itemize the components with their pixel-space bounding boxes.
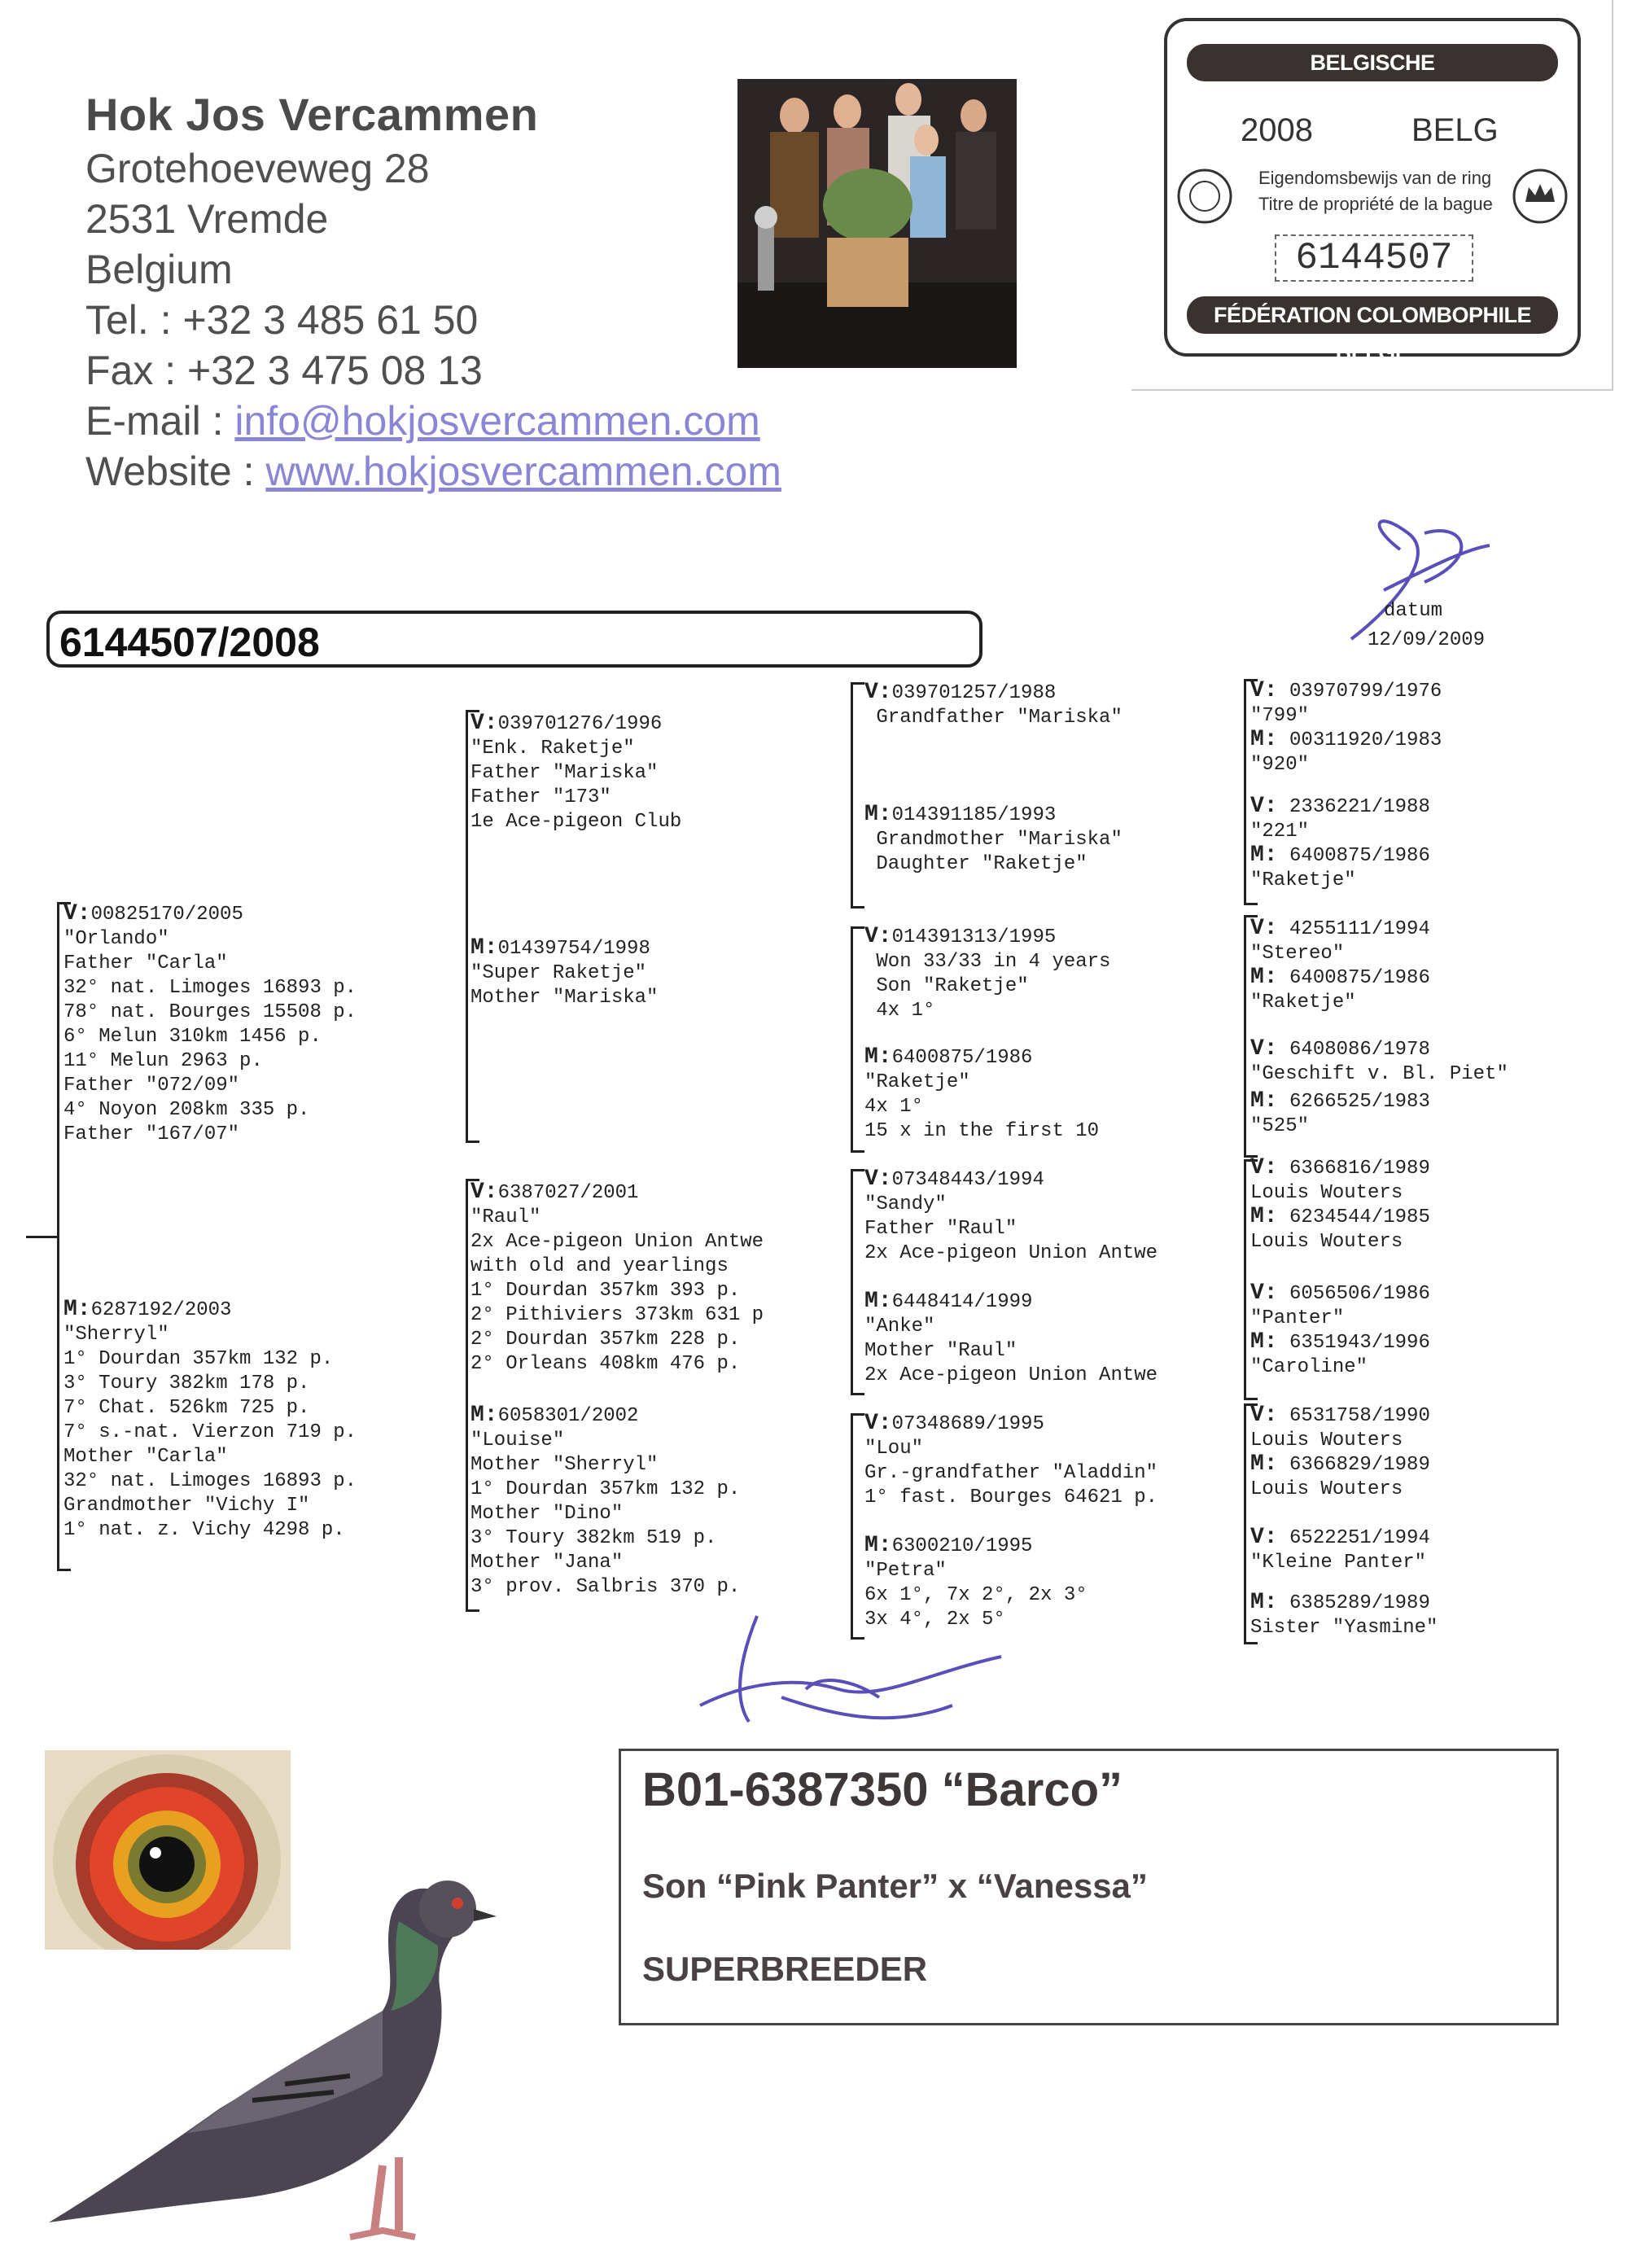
gen4-entry-10: M: 6234544/1985 Louis Wouters: [1250, 1204, 1430, 1253]
datum-label: datum: [1384, 600, 1443, 622]
address-country: Belgium: [85, 247, 233, 292]
email-label: E-mail :: [85, 398, 235, 444]
gen4-entry-14: M: 6366829/1989 Louis Wouters: [1250, 1451, 1430, 1500]
gen4-entry-12: M: 6351943/1996 "Caroline": [1250, 1329, 1430, 1378]
granddam-maternal-entry: M:6058301/2002 "Louise" Mother "Sherryl" 1° Dourdan 357km 132 p. Mother "Dino" 3° Toury 382km 519 p. Mother "Jana" 3° prov. Salbris 370 p.: [470, 1403, 741, 1598]
ring-line-fr: Titre de propriété de la bague: [1258, 194, 1493, 214]
gen4-entry-9: V: 6366816/1989 Louis Wouters: [1250, 1155, 1430, 1204]
gen4-entry-6: M: 6400875/1986 "Raketje": [1250, 965, 1430, 1014]
featured-subtitle: Son “Pink Panter” x “Vanessa”: [642, 1867, 1148, 1905]
gen4-entry-13: V: 6531758/1990 Louis Wouters: [1250, 1403, 1430, 1451]
ring-certificate: [1131, 0, 1613, 391]
gen3-entry-8: M:6300210/1995 "Petra" 6x 1°, 7x 2°, 2x 3° 3x 4°, 2x 5°: [864, 1533, 1088, 1631]
featured-tag: SUPERBREEDER: [642, 1950, 928, 1988]
ring-line-nl: Eigendomsbewijs van de ring: [1258, 168, 1492, 188]
fax-number: Fax : +32 3 475 08 13: [85, 348, 483, 393]
phone-number: Tel. : +32 3 485 61 50: [85, 297, 479, 343]
ring-certificate-frame: [1164, 18, 1581, 365]
pedigree-bracket-gen3-2: [851, 926, 864, 1153]
gen3-entry-4: M:6400875/1986 "Raketje" 4x 1° 15 x in the first 10: [864, 1044, 1100, 1142]
gen4-entry-5: V: 4255111/1994 "Stereo": [1250, 916, 1430, 965]
email-row: [85, 397, 760, 444]
team-photo: [737, 79, 1017, 368]
grandsire-paternal-entry: V:039701276/1996 "Enk. Raketje" Father "Mariska" Father "173" 1e Ace-pigeon Club: [470, 711, 682, 833]
website-label: Website :: [85, 449, 266, 494]
pedigree-bracket-gen3-3: [851, 1169, 864, 1395]
gen3-entry-3: V:014391313/1995 Won 33/33 in 4 years Son "Raketje" 4x 1°: [864, 924, 1111, 1022]
gen3-entry-6: M:6448414/1999 "Anke" Mother "Raul" 2x Ace-pigeon Union Antwe: [864, 1289, 1158, 1386]
owner-name: Hok Jos Vercammen: [85, 89, 539, 140]
gen3-entry-1: V:039701257/1988 Grandfather "Mariska": [864, 680, 1123, 729]
gen4-entry-11: V: 6056506/1986 "Panter": [1250, 1281, 1430, 1329]
website-link[interactable]: www.hokjosvercammen.com: [265, 449, 781, 494]
gen4-entry-7: V: 6408086/1978 "Geschift v. Bl. Piet": [1250, 1036, 1508, 1085]
ring-number: 6144507: [1275, 234, 1473, 282]
ring-country: BELG: [1411, 112, 1499, 148]
featured-pigeon-box: [619, 1749, 1559, 2025]
ring-year: 2008: [1241, 112, 1313, 148]
ring-bottom-banner: FÉDÉRATION COLOMBOPHILE BELGE: [1187, 296, 1558, 334]
gen3-entry-5: V:07348443/1994 "Sandy" Father "Raul" 2x Ace-pigeon Union Antwe: [864, 1167, 1158, 1264]
gen3-entry-7: V:07348689/1995 "Lou" Gr.-grandfather "Aladdin" 1° fast. Bourges 64621 p.: [864, 1411, 1158, 1508]
gen4-entry-4: M: 6400875/1986 "Raketje": [1250, 843, 1430, 891]
gen3-entry-2: M:014391185/1993 Grandmother "Mariska" Daughter "Raketje": [864, 802, 1123, 875]
gen4-entry-16: M: 6385289/1989 Sister "Yasmine": [1250, 1590, 1438, 1639]
sire-entry: V:00825170/2005 "Orlando" Father "Carla" 32° nat. Limoges 16893 p. 78° nat. Bourges 15508 p. 6° Melun 310km 1456 p. 11° Melun 2963 p. Father "072/09" 4° Noyon 208km 335 p. Father "167/07": [63, 901, 357, 1145]
gen4-entry-1: V: 03970799/1976 "799": [1250, 678, 1442, 727]
address-street: Grotehoeveweg 28: [85, 146, 430, 191]
website-row: [85, 448, 781, 495]
datum-date: 12/09/2009: [1368, 629, 1486, 651]
grandsire-maternal-entry: V:6387027/2001 "Raul" 2x Ace-pigeon Union Antwe with old and yearlings 1° Dourdan 357km 393 p. 2° Pithiviers 373km 631 p 2° Dourdan 357km 228 p. 2° Orleans 408km 476 p.: [470, 1180, 764, 1375]
ring-left-seal-icon: [1172, 160, 1237, 233]
dam-entry: M:6287192/2003 "Sherryl" 1° Dourdan 357km 132 p. 3° Toury 382km 178 p. 7° Chat. 526km 725 p. 7° s.-nat. Vierzon 719 p. Mother "Carla" 32° nat. Limoges 16893 p. Grandmother "Vichy I" 1° nat. z. Vichy 4298 p.: [63, 1297, 357, 1541]
pigeon-ring-title: 6144507/2008: [46, 611, 982, 668]
gen4-entry-8: M: 6266525/1983 "525": [1250, 1088, 1430, 1137]
email-link[interactable]: info@hokjosvercammen.com: [234, 398, 760, 444]
pigeon-illustration: [41, 1742, 562, 2263]
pedigree-bracket-gen3-4: [851, 1413, 864, 1640]
gen4-entry-15: V: 6522251/1994 "Kleine Panter": [1250, 1525, 1430, 1574]
gen4-entry-3: V: 2336221/1988 "221": [1250, 794, 1430, 843]
featured-title: B01-6387350 “Barco”: [642, 1763, 1123, 1816]
ring-top-banner: BELGISCHE DUIVENLIEFHEBBERSBOND: [1187, 44, 1558, 81]
ring-crown-seal-icon: [1508, 160, 1573, 233]
address-city: 2531 Vremde: [85, 196, 329, 242]
signature-top-icon: [1302, 517, 1514, 647]
pedigree-bracket-gen3-1: [851, 682, 864, 909]
signature-bottom-icon: [684, 1608, 1026, 1746]
gen4-entry-2: M: 00311920/1983 "920": [1250, 727, 1442, 776]
granddam-paternal-entry: M:01439754/1998 "Super Raketje" Mother "Mariska": [470, 935, 659, 1009]
